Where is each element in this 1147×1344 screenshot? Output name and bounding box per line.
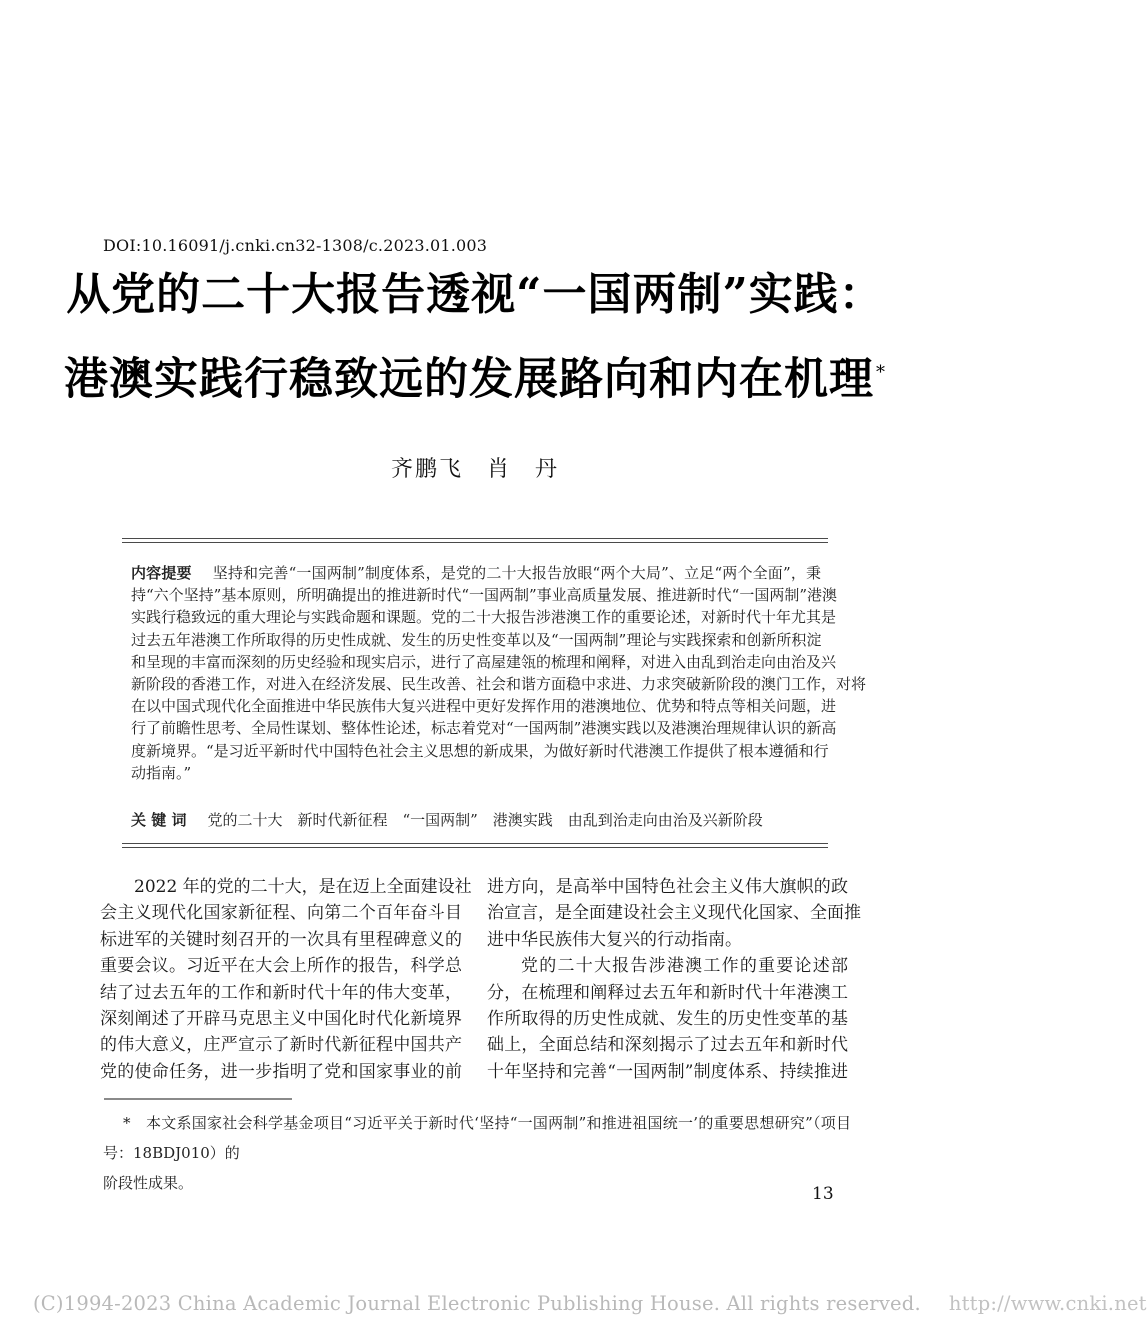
abstract-top-rule [122,538,828,543]
body-line: 重要会议。习近平在大会上所作的报告，科学总 [100,956,462,977]
body-line: 的伟大意义，庄严宣示了新时代新征程中国共产 [100,1035,462,1056]
article-title [0,256,950,419]
body-line: 进方向，是高举中国特色社会主义伟大旗帜的政 [487,877,848,897]
footnote-block [103,1108,851,1198]
body-line: 会主义现代化国家新征程、向第二个百年奋斗目 [100,903,462,924]
doi-line: DOI:10.16091/j.cnki.cn32-1308/c.2023.01.003 [103,236,488,255]
abstract-line [131,562,821,584]
abstract-label: 内容提要 [131,564,192,582]
footnote-line: 阶段性成果。 [103,1174,194,1192]
abstract-line: 在以中国式现代化全面推进中华民族伟大复兴进程中更好发挥作用的港澳地位、优势和特点等相关问题，进 [131,697,837,716]
title-line-2 [0,334,950,419]
body-line: 标进军的关键时刻召开的一次具有里程碑意义的 [100,929,462,950]
body-line: 进中华民族伟大复兴的行动指南。 [487,929,742,950]
abstract-line-text: 坚持和完善“一国两制”制度体系，是党的二十大报告放眼“两个大局”、立足“两个全面”，秉 [212,564,821,582]
abstract-line: 和呈现的丰富而深刻的历史经验和现实启示，进行了高屋建瓴的梳理和阐释，对进入由乱到治走向由治及兴 [131,652,837,671]
abstract-line: 新阶段的香港工作，对进入在经济发展、民生改善、社会和谐方面稳中求进、力求突破新阶段的澳门工作，对将 [131,674,867,693]
footnote-separator [104,1098,292,1100]
abstract-line: 实践行稳致远的重大理论与实践命题和课题。党的二十大报告涉港澳工作的重要论述，对新时代十年尤其是 [131,608,837,627]
body-line: 党的使命任务，进一步指明了党和国家事业的前 [100,1061,462,1082]
abstract-line: 持“六个坚持”基本原则，所明确提出的推进新时代“一国两制”事业高质量发展、推进新时代“一国两制”港澳 [131,586,838,605]
body-line: 深刻阐述了开辟马克思主义中国化时代化新境界 [100,1008,462,1029]
abstract-line: 动指南。” [131,763,192,782]
keywords-label: 关 键 词 [131,811,187,829]
body-line: 结了过去五年的工作和新时代十年的伟大变革， [100,982,462,1003]
keywords-text: 党的二十大 新时代新征程 “一国两制” 港澳实践 由乱到治走向由治及兴新阶段 [207,811,763,829]
body-line: 十年坚持和完善“一国两制”制度体系、持续推进 [487,1061,848,1082]
body-column-right [487,874,861,1085]
body-line: 分，在梳理和阐释过去五年和新时代十年港澳工 [487,982,848,1003]
copyright-text: (C)1994-2023 China Academic Journal Electronic Publishing House. All rights reserved. [33,1292,921,1315]
body-line: 党的二十大报告涉港澳工作的重要论述部 [521,956,848,977]
body-line: 2022 年的党的二十大，是在迈上全面建设社 [134,877,472,897]
body-line: 作所取得的历史性成就、发生的历史性变革的基 [487,1008,848,1029]
title-footnote-marker: * [876,362,886,383]
body-line: 治宣言，是全面建设社会主义现代化国家、全面推 [487,903,861,924]
keywords-bottom-rule [122,843,828,848]
body-column-left [100,874,472,1085]
title-line-2-text: 港澳实践行稳致远的发展路向和内在机理 [64,353,874,405]
title-line-1: 从党的二十大报告透视“一国两制”实践： [66,269,884,320]
footnote-line: * 本文系国家社会科学基金项目“习近平关于新时代‘坚持“一国两制”和推进祖国统一’的重要思想研究”（项目号：18BDJ010）的 [103,1114,851,1162]
abstract-block [131,562,867,784]
page-number: 13 [812,1184,834,1204]
keywords-block [131,809,821,830]
abstract-line: 行了前瞻性思考、全局性谋划、整体性论述，标志着党对“一国两制”港澳实践以及港澳治理规律认识的新高 [131,719,837,738]
cnki-url: http://www.cnki.net [948,1292,1147,1315]
authors: 齐鹏飞 肖 丹 [390,457,559,482]
footer-copyright-bar [33,1292,1147,1315]
abstract-line: 度新境界。“是习近平新时代中国特色社会主义思想的新成果，为做好新时代港澳工作提供了根本遵循和行 [131,741,829,760]
body-line: 础上，全面总结和深刻揭示了过去五年和新时代 [487,1035,848,1056]
abstract-line: 过去五年港澳工作所取得的历史性成就、发生的历史性变革以及“一国两制”理论与实践探索和创新所积淀 [131,630,822,649]
